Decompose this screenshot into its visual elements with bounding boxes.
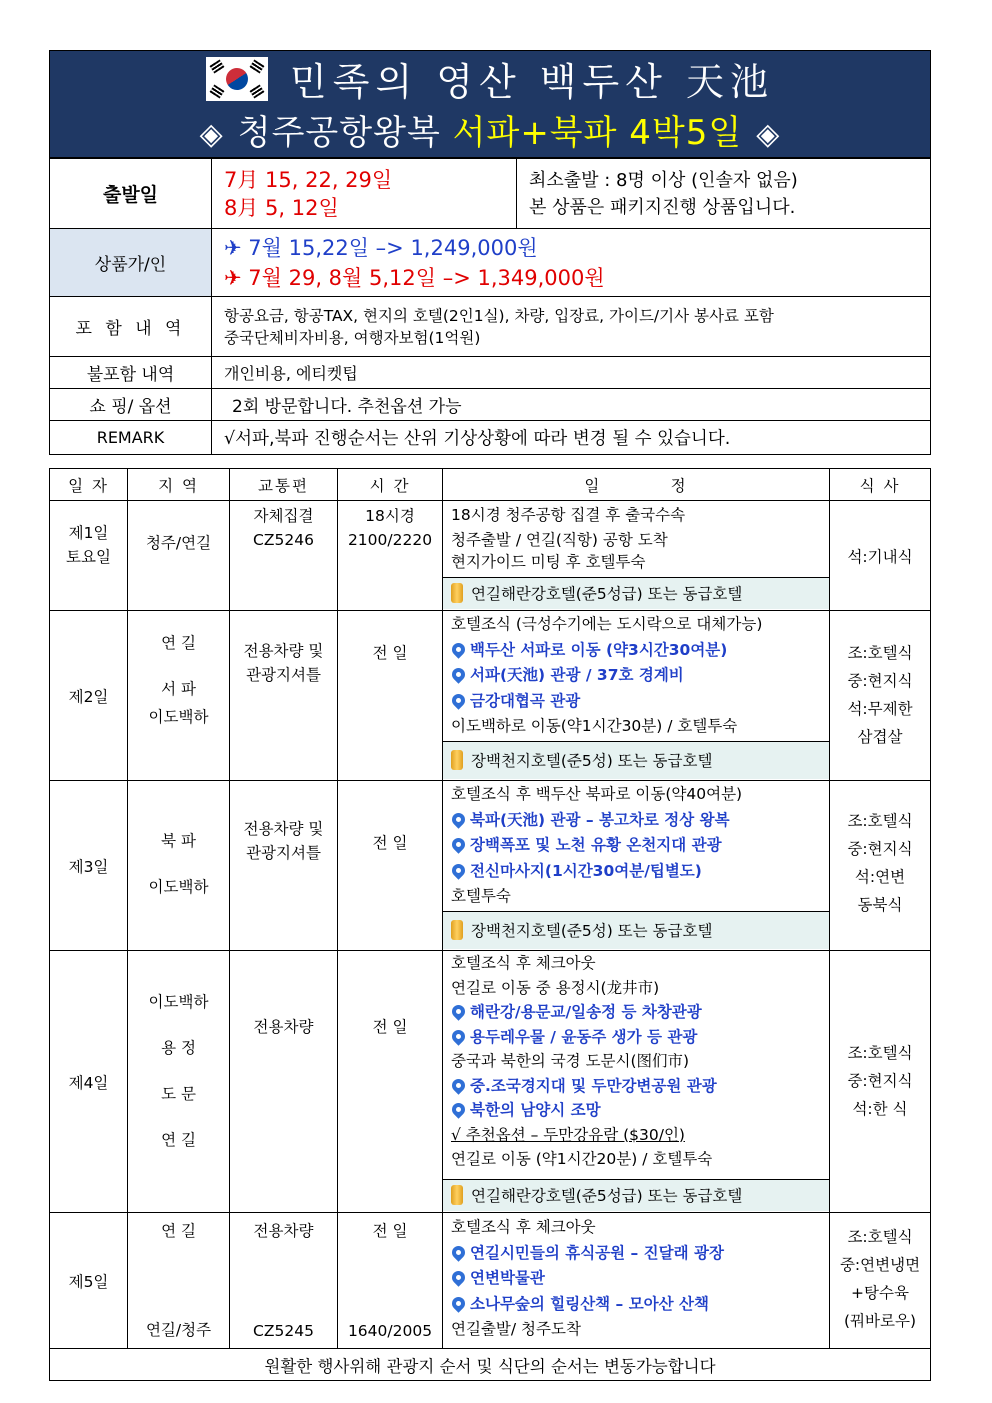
day2-line-1: 호텔조식 (극성수기에는 도시락으로 대체가능) (451, 615, 763, 633)
day4-region-b: 용 정 (161, 1039, 196, 1057)
day5-region-a: 연 길 (161, 1222, 196, 1240)
day3-hotel (443, 911, 829, 949)
day3-transport: 전용차량 및 관광지셔틀 (230, 781, 338, 951)
day4-spot-3-text: 중.조국경지대 및 두만강변공원 관광 (470, 1076, 717, 1095)
day3-hotel-name: 장백천지호텔(준5성) 또는 동급호텔 (471, 922, 713, 940)
day3-meal (830, 781, 931, 951)
day5-line-1: 호텔조식 후 체크아웃 (451, 1218, 596, 1236)
day1-line-3: 현지가이드 미팅 후 호텔투숙 (451, 552, 646, 571)
day1-row (50, 501, 931, 611)
day5-region-b: 연길/청주 (145, 1321, 212, 1339)
day4-spot-4-text: 북한의 남양시 조망 (470, 1101, 601, 1119)
day5-flight: CZ5245 (253, 1322, 314, 1340)
footer-row (50, 1349, 931, 1381)
day5-meal-3: +탕수육 (851, 1284, 909, 1302)
day2-spot-3-text: 금강대협곡 관광 (470, 691, 581, 710)
departure-row (50, 159, 931, 229)
header-region: 지 역 (128, 469, 230, 501)
day1-time-b: 2100/2220 (347, 531, 433, 549)
day5-transport-a: 전용차량 (253, 1222, 314, 1240)
map-pin-icon (449, 1100, 467, 1118)
day1-day (50, 501, 128, 611)
departure-dates-august: 8月 5, 12일 (224, 195, 339, 220)
day1-transport (230, 501, 338, 611)
day3-itinerary (443, 781, 830, 951)
diamond-left-icon: ◈ (199, 117, 224, 152)
day2-time: 전 일 (338, 611, 443, 781)
banner-subtitle-line (50, 109, 930, 157)
remark-row (50, 421, 931, 455)
day4-option-text: √ 추천옵션 – 두만강유람 ($30/인) (451, 1125, 685, 1144)
day1-hotel-name: 연길해란강호텔(준5성급) 또는 동급호텔 (471, 585, 743, 603)
day1-time-a: 18시경 (365, 507, 415, 525)
day2-row (50, 611, 931, 781)
header-day: 일 자 (50, 469, 128, 501)
day1-time (338, 501, 443, 611)
hotel-icon (451, 920, 463, 940)
day5-spot-3 (443, 1292, 829, 1318)
header-time: 시 간 (338, 469, 443, 501)
header-meal: 식 사 (830, 469, 931, 501)
day5-transport (230, 1213, 338, 1349)
korea-flag-icon (206, 57, 268, 101)
day4-time: 전 일 (338, 951, 443, 1213)
day4-itinerary (443, 951, 830, 1213)
include-row (50, 297, 931, 357)
day5-spot-1-text: 연길시민들의 휴식공원 – 진달래 광장 (470, 1243, 724, 1262)
banner-title-line (50, 57, 930, 107)
price-july-29-aug: ✈ 7월 29, 8월 5,12일 –> 1,349,000원 (224, 265, 605, 290)
min-departure: 최소출발 : 8명 이상 (인솔자 없음) (529, 169, 798, 191)
price-label: 상품가/인 (50, 229, 212, 297)
day3-line-2: 호텔투숙 (451, 887, 511, 905)
day2-line-2: 이도백하로 이동(약1시간30분) / 호텔투숙 (451, 717, 738, 735)
day1-label: 제1일 (68, 524, 109, 542)
day5-line-2: 연길출발/ 청주도착 (451, 1320, 581, 1338)
day3-meal-1: 조:호텔식 (847, 812, 913, 830)
day3-spot-1-text: 북파(天池) 관광 – 봉고차로 정상 왕복 (470, 810, 730, 829)
day1-region: 청주/연길 (128, 501, 230, 611)
day4-line-4: 연길로 이동 (약1시간20분) / 호텔투숙 (451, 1150, 713, 1168)
day5-row (50, 1213, 931, 1349)
day1-itinerary (443, 501, 830, 611)
exclude-row (50, 357, 931, 389)
shopping-label: 쇼 핑/ 옵션 (50, 389, 212, 421)
day3-meal-2: 중:현지식 (847, 840, 913, 858)
day5-meal-4: (꿔바로우) (844, 1312, 916, 1330)
day1-transport-a: 자체집결 (253, 507, 314, 525)
day2-meal-1: 조:호텔식 (847, 644, 913, 662)
map-pin-icon (449, 1002, 467, 1020)
day4-hotel-name: 연길해란강호텔(준5성급) 또는 동급호텔 (471, 1187, 743, 1205)
day5-itinerary (443, 1213, 830, 1349)
diamond-right-icon: ◈ (756, 117, 781, 152)
price-july-15-22: ✈ 7월 15,22일 –> 1,249,000원 (224, 235, 538, 260)
day2-meal-3: 석:무제한 (847, 700, 913, 718)
title-banner (49, 50, 931, 158)
day5-spot-2 (443, 1266, 829, 1292)
day4-day: 제4일 (50, 951, 128, 1213)
day4-region (128, 951, 230, 1213)
day3-spot-2 (443, 833, 829, 859)
map-pin-icon (449, 1268, 467, 1286)
day4-spot-1-text: 해란강/용문교/일송정 등 차창관광 (470, 1003, 702, 1021)
include-label: 포 함 내 역 (50, 297, 212, 357)
day4-spot-4 (443, 1098, 829, 1123)
day2-region-c: 이도백하 (148, 708, 209, 726)
day5-time-b: 1640/2005 (347, 1322, 433, 1340)
day3-spot-2-text: 장백폭포 및 노천 유황 온천지대 관광 (470, 836, 722, 854)
day4-hotel (443, 1179, 829, 1211)
day1-hotel (443, 577, 829, 609)
day4-region-c: 도 문 (161, 1085, 196, 1103)
map-pin-icon (449, 691, 467, 709)
include-line-1: 항공요금, 항공TAX, 현지의 호텔(2인1실), 차량, 입장료, 가이드/기사 봉사료 포함 (224, 306, 774, 325)
day4-line-2: 연길로 이동 중 용정시(龙井市) (451, 978, 660, 997)
day5-time (338, 1213, 443, 1349)
day2-spot-2 (443, 663, 829, 689)
day3-meal-4: 동북식 (857, 896, 903, 914)
price-row (50, 229, 931, 297)
exclude-label: 불포함 내역 (50, 357, 212, 389)
day2-region-b: 서 파 (161, 680, 196, 698)
map-pin-icon (449, 861, 467, 879)
day3-spot-3 (443, 859, 829, 885)
day4-meal-3: 석:한 식 (852, 1100, 908, 1118)
day4-spot-2-text: 용두레우물 / 윤동주 생가 등 관광 (470, 1027, 698, 1046)
day5-spot-1 (443, 1241, 829, 1267)
day2-transport: 전용차량 및 관광지셔틀 (230, 611, 338, 781)
include-values (212, 297, 931, 357)
day3-spot-1 (443, 808, 829, 834)
day2-meal (830, 611, 931, 781)
day2-region-a: 연 길 (161, 634, 196, 652)
map-pin-icon (449, 640, 467, 658)
exclude-text: 개인비용, 에티켓팁 (212, 357, 931, 389)
day4-row (50, 951, 931, 1213)
shopping-text: 2회 방문합니다. 추천옵션 가능 (212, 389, 931, 421)
day2-spot-1 (443, 638, 829, 664)
day3-region (128, 781, 230, 951)
day2-meal-4: 삼겹살 (857, 728, 903, 746)
departure-dates (212, 159, 517, 229)
day4-meal-2: 중:현지식 (847, 1072, 913, 1090)
hotel-icon (451, 583, 463, 603)
day5-region (128, 1213, 230, 1349)
day2-itinerary (443, 611, 830, 781)
departure-label: 출발일 (50, 159, 212, 229)
day4-meal-1: 조:호텔식 (847, 1044, 913, 1062)
map-pin-icon (449, 1294, 467, 1312)
header-itinerary: 일 정 (443, 469, 830, 501)
map-pin-icon (449, 1076, 467, 1094)
day5-meal-1: 조:호텔식 (847, 1228, 913, 1246)
day4-region-d: 연 길 (161, 1131, 196, 1149)
day2-spot-2-text: 서파(天池) 관광 / 37호 경계비 (470, 666, 684, 684)
day4-meal (830, 951, 931, 1213)
day1-line-1: 18시경 청주공항 집결 후 출국수속 (451, 506, 686, 524)
schedule-table (49, 468, 931, 1381)
day3-line-1: 호텔조식 후 백두산 북파로 이동(약40여분) (451, 785, 743, 803)
banner-subtitle-highlight: 서파+북파 4박5일 (452, 113, 743, 153)
day2-region (128, 611, 230, 781)
day3-row (50, 781, 931, 951)
day4-line-1: 호텔조식 후 체크아웃 (451, 954, 596, 972)
map-pin-icon (449, 1243, 467, 1261)
day3-region-b: 이도백하 (148, 878, 209, 896)
day5-time-a: 전 일 (372, 1222, 408, 1240)
map-pin-icon (449, 1027, 467, 1045)
day4-option (443, 1123, 829, 1148)
day5-meal (830, 1213, 931, 1349)
map-pin-icon (449, 810, 467, 828)
map-pin-icon (449, 835, 467, 853)
day3-meal-3: 석:연변 (854, 868, 906, 886)
hotel-icon (451, 1185, 463, 1205)
day4-spot-1 (443, 1000, 829, 1025)
footer-note: 원활한 행사위해 관광지 순서 및 식단의 순서는 변동가능합니다 (50, 1349, 931, 1381)
remark-label: REMARK (50, 421, 212, 455)
day4-line-3: 중국과 북한의 국경 도문시(图们市) (451, 1052, 690, 1070)
day5-day: 제5일 (50, 1213, 128, 1349)
schedule-header-row (50, 469, 931, 501)
day4-transport: 전용차량 (230, 951, 338, 1213)
map-pin-icon (449, 665, 467, 683)
day2-spot-3 (443, 689, 829, 715)
day1-line-2: 청주출발 / 연길(직항) 공항 도착 (451, 530, 668, 549)
banner-title: 민족의 영산 백두산 天池 (290, 60, 774, 104)
header-transport: 교통편 (230, 469, 338, 501)
day2-hotel (443, 741, 829, 779)
day5-spot-3-text: 소나무숲의 힐링산책 – 모아산 산책 (470, 1294, 709, 1313)
day3-region-a: 북 파 (161, 832, 196, 850)
day4-spot-3 (443, 1074, 829, 1099)
day1-weekday: 토요일 (66, 548, 111, 566)
shopping-row (50, 389, 931, 421)
day2-hotel-name: 장백천지호텔(준5성) 또는 동급호텔 (471, 752, 713, 770)
day1-flight: CZ5246 (253, 531, 314, 549)
info-table (49, 158, 931, 455)
banner-subtitle-prefix: 청주공항왕복 (237, 113, 441, 153)
package-note: 본 상품은 패키지진행 상품입니다. (529, 196, 796, 218)
day3-spot-3-text: 전신마사지(1시간30여분/팁별도) (470, 861, 702, 880)
day2-day: 제2일 (50, 611, 128, 781)
day3-time: 전 일 (338, 781, 443, 951)
day2-spot-1-text: 백두산 서파로 이동 (약3시간30여분) (470, 640, 728, 659)
day1-meal: 석:기내식 (830, 501, 931, 611)
day2-meal-2: 중:현지식 (847, 672, 913, 690)
include-line-2: 중국단체비자비용, 여행자보험(1억원) (224, 328, 481, 347)
day4-region-a: 이도백하 (148, 993, 209, 1011)
day3-day: 제3일 (50, 781, 128, 951)
price-values (212, 229, 931, 297)
remark-text: √서파,북파 진행순서는 산위 기상상황에 따라 변경 될 수 있습니다. (212, 421, 931, 455)
day5-meal-2: 중:연변냉면 (839, 1256, 921, 1274)
hotel-icon (451, 750, 463, 770)
departure-notes (517, 159, 931, 229)
day5-spot-2-text: 연변박물관 (470, 1269, 545, 1287)
day4-spot-2 (443, 1025, 829, 1050)
departure-dates-july: 7月 15, 22, 29일 (224, 167, 393, 192)
